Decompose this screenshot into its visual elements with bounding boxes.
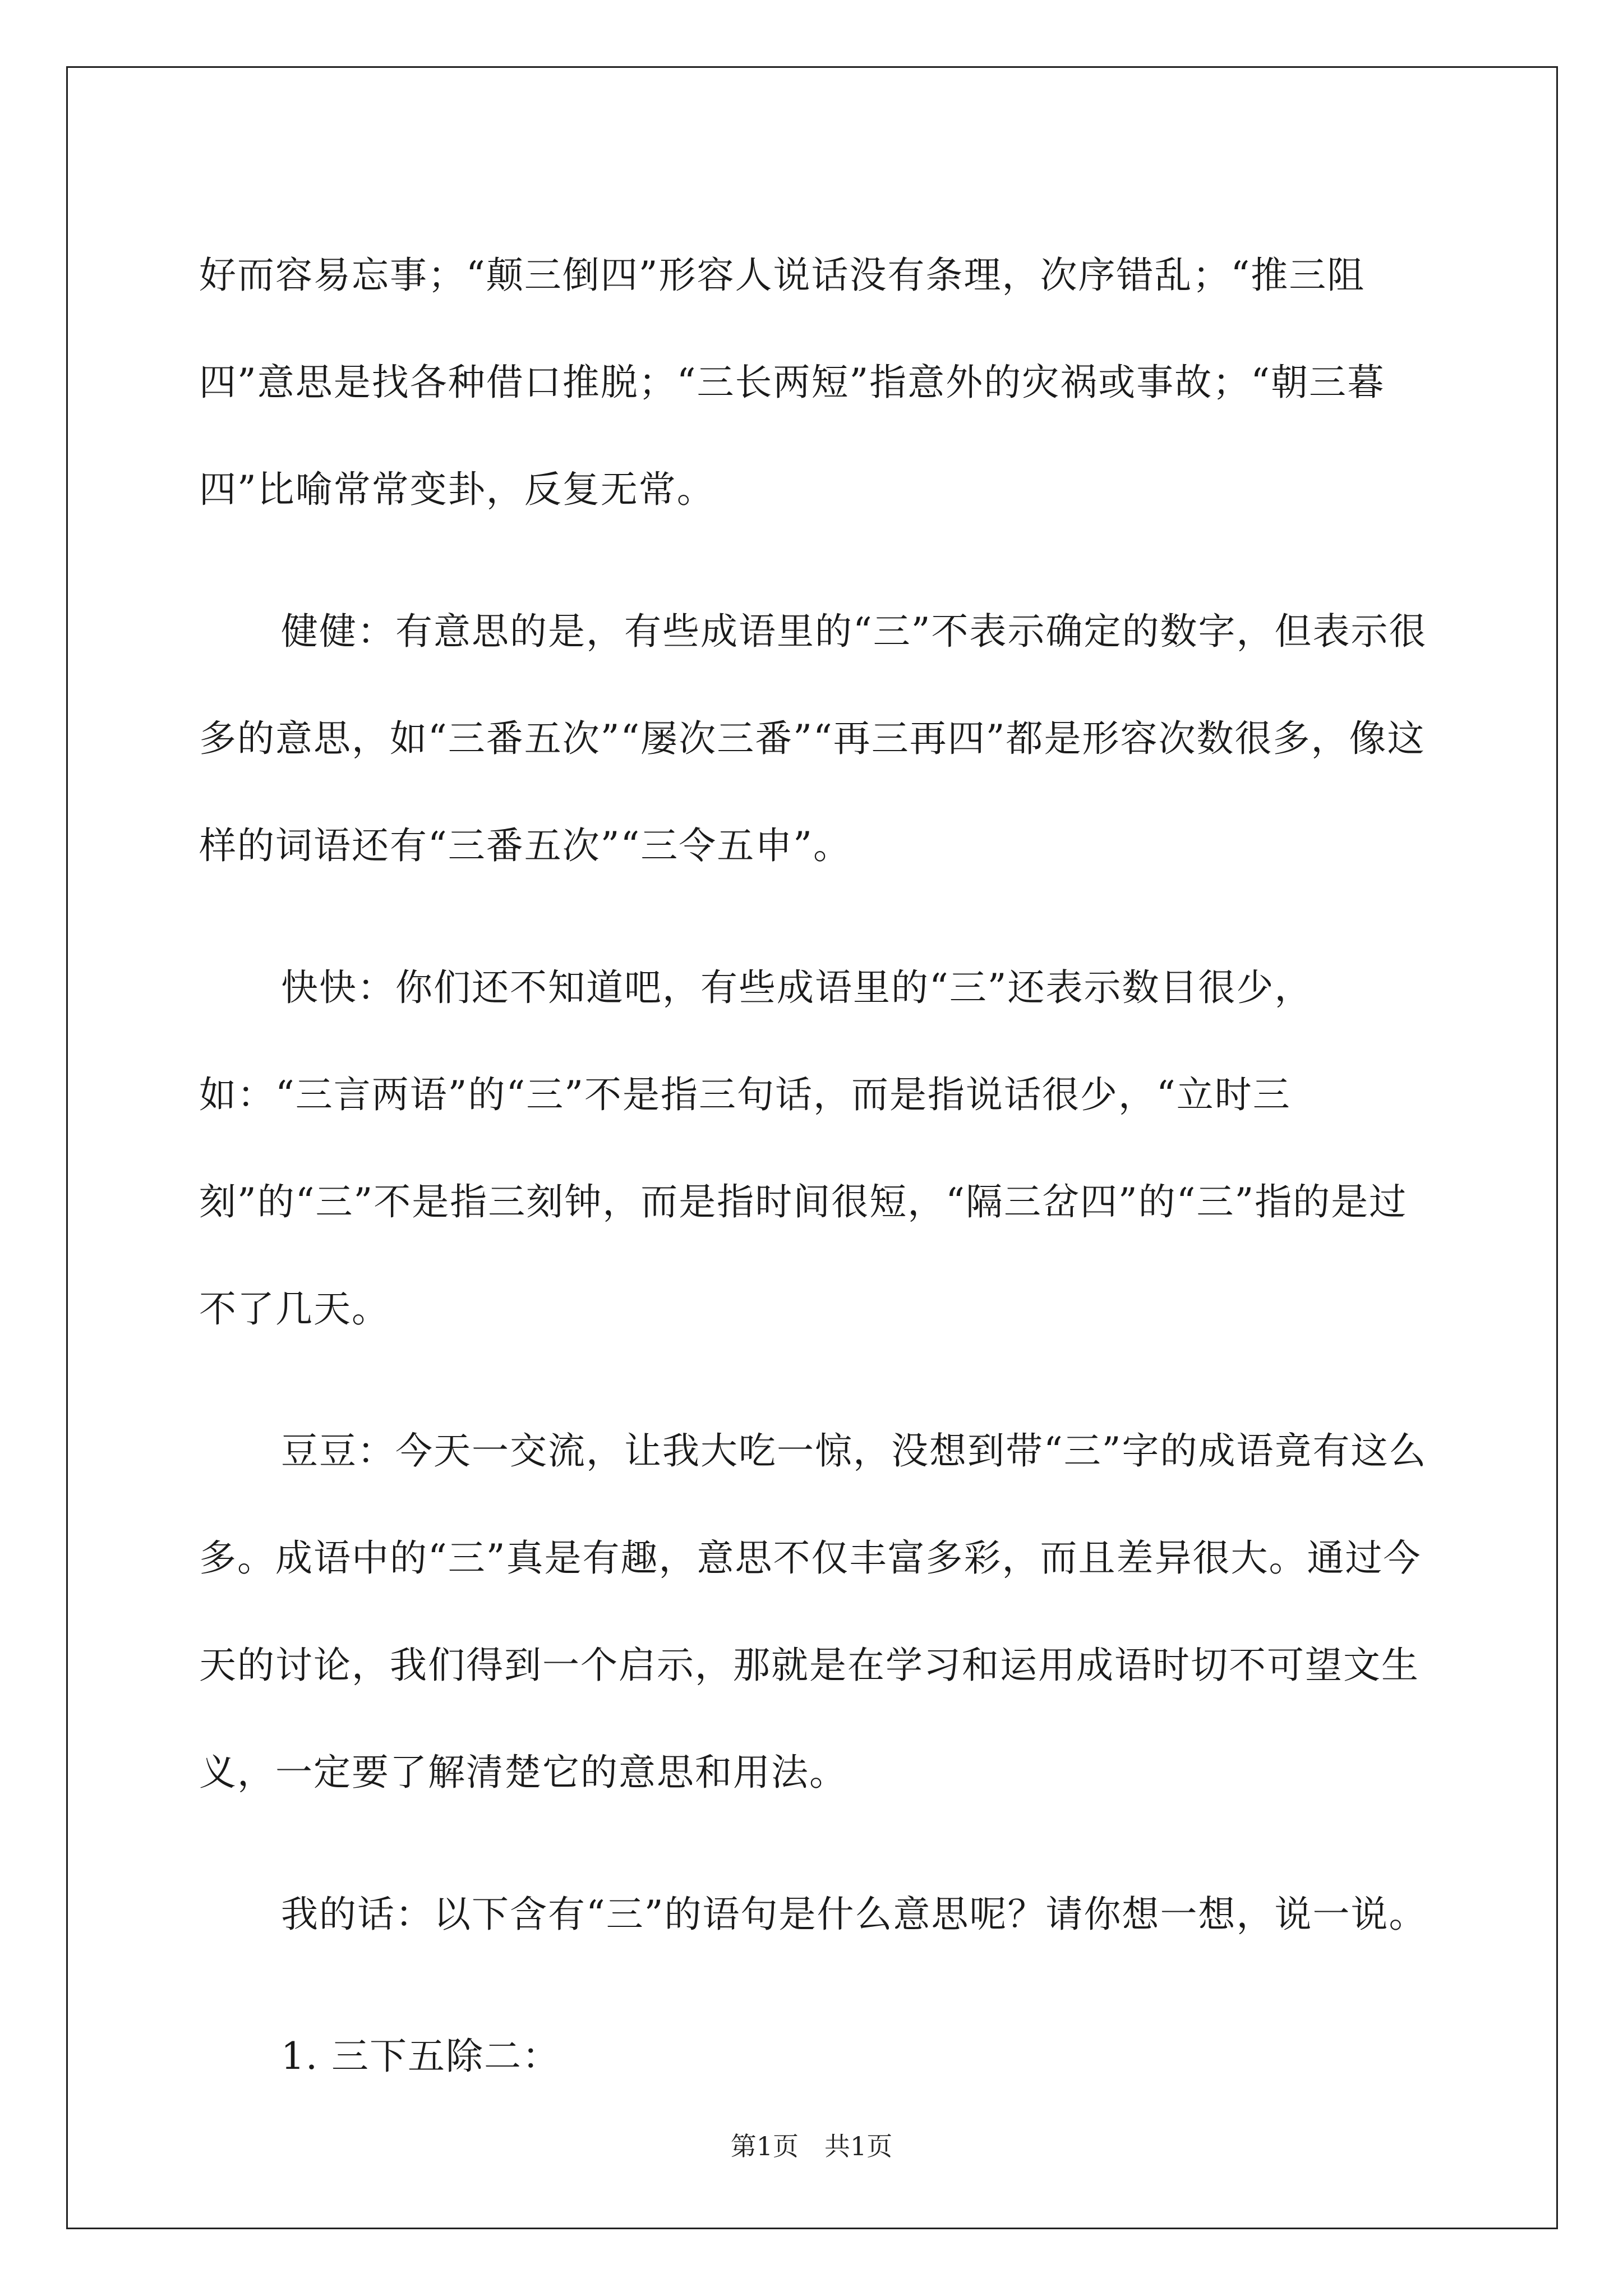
page-number-footer: 第1页 共1页 [730, 2131, 893, 2161]
document-body [199, 222, 1433, 2145]
paragraph-kuaikuai: 快快：你们还不知道吧，有些成语里的“三”还表示数目很少，如：“三言两语”的“三”不是指三句话，而是指说话很少，“立时三刻”的“三”不是指三刻钟，而是指时间很短，“隔三岔四”的“三”指的是过不了几天。 [199, 966, 1408, 1331]
paragraph-my-words: 我的话：以下含有“三”的语句是什么意思呢？请你想一想，说一说。 [281, 1893, 1427, 1936]
paragraph-doudou: 豆豆：今天一交流，让我大吃一惊，没想到带“三”字的成语竟有这么多。成语中的“三”真是有趣，意思不仅丰富多彩，而且差异很大。通过今天的讨论，我们得到一个启示，那就是在学习和运用成语时切不可望文生义，一定要了解清楚它的意思和用法。 [199, 1429, 1427, 1794]
paragraph-1: 好而容易忘事；“颠三倒四”形容人说话没有条理，次序错乱；“推三阻四”意思是找各种借口推脱；“三长两短”指意外的灾祸或事故；“朝三暮四”比喻常常变卦，反复无常。 [199, 254, 1385, 511]
list-item-1: 1. 三下五除二： [281, 2035, 560, 2078]
paragraph-jianjian: 健健：有意思的是，有些成语里的“三”不表示确定的数字，但表示很多的意思，如“三番五次”“屡次三番”“再三再四”都是形容次数很多，像这样的词语还有“三番五次”“三令五申”。 [199, 610, 1427, 867]
